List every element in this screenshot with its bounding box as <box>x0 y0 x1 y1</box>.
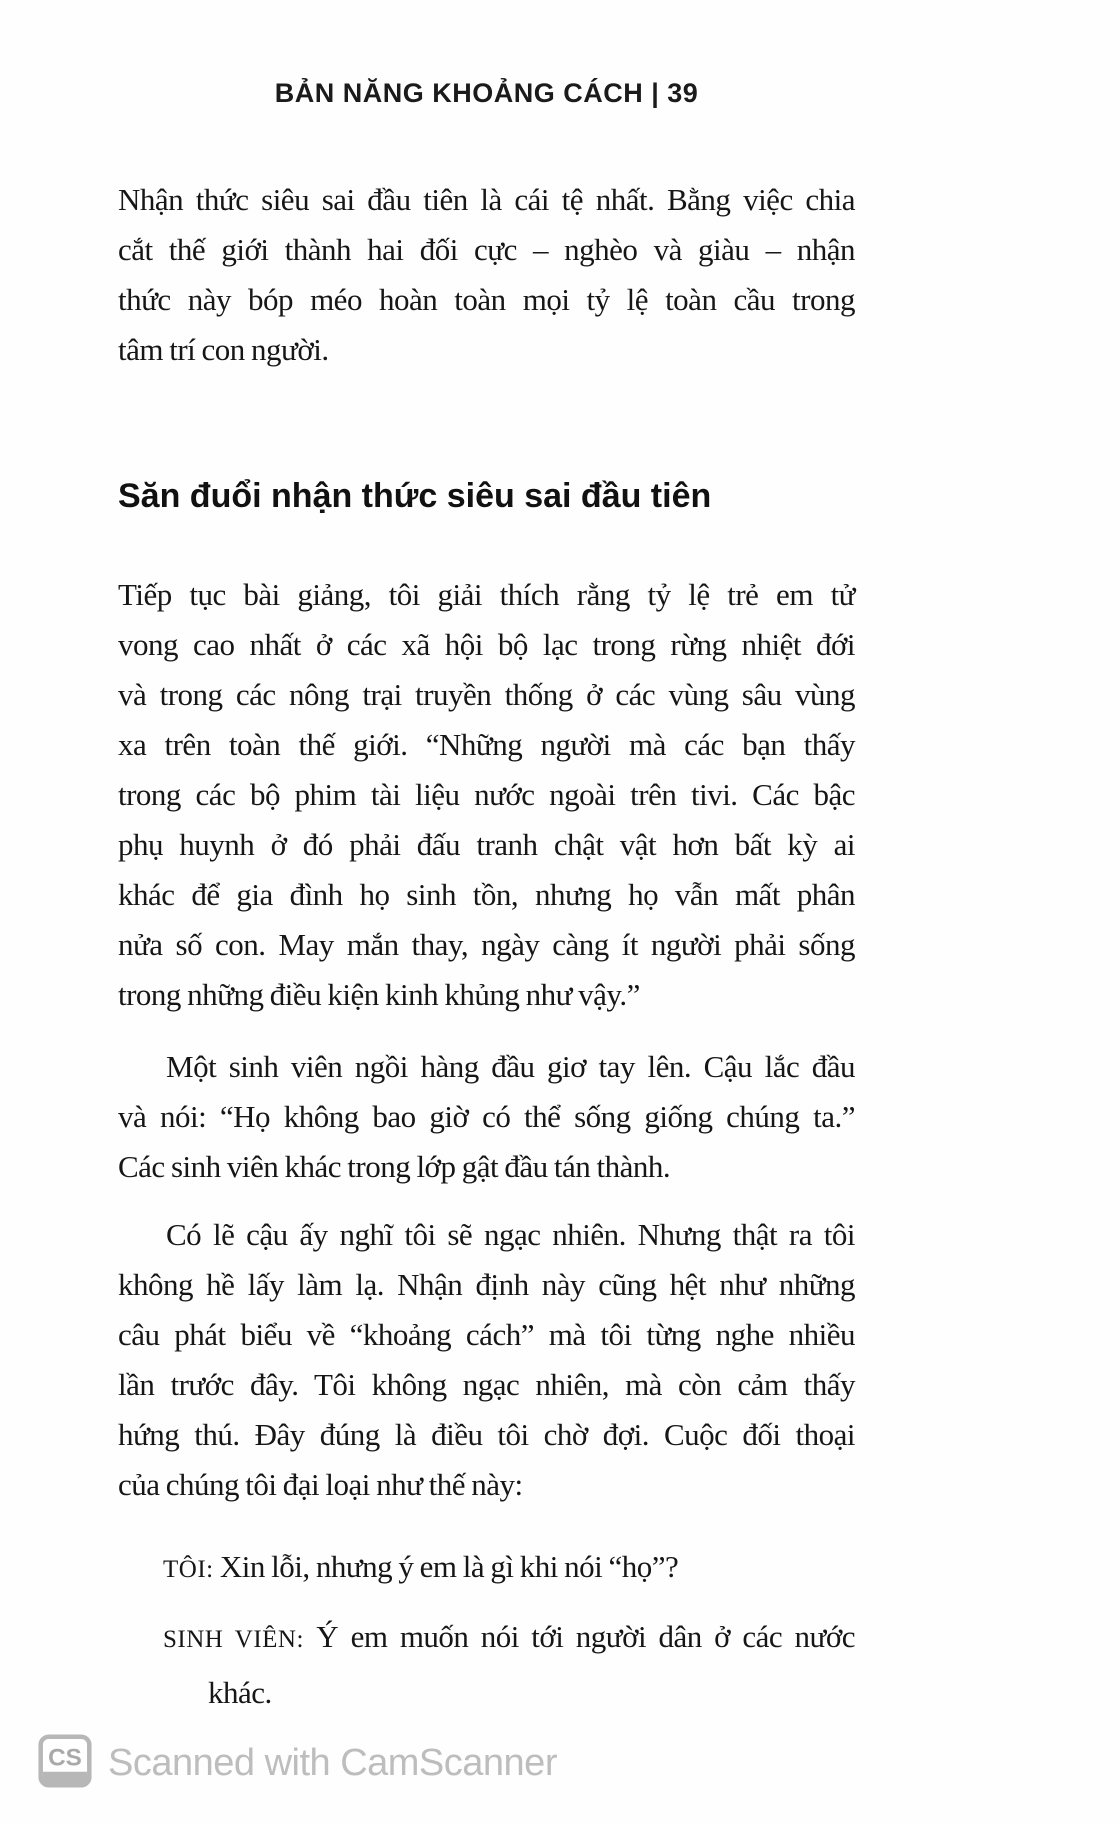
text-line: không hề lấy làm lạ. Nhận định này cũng hệt như những <box>118 1267 855 1302</box>
text-line: khác để gia đình họ sinh tồn, nhưng họ vẫn mất phân <box>118 877 855 912</box>
dialog-paragraph <box>163 1610 855 1719</box>
text-line: trong các bộ phim tài liệu nước ngoài trên tivi. Các bậc <box>118 777 855 812</box>
text-line: Một sinh viên ngồi hàng đầu giơ tay lên. Cậu lắc đầu <box>166 1049 855 1084</box>
dialog-line: TÔI: Xin lỗi, nhưng ý em là gì khi nói “họ”? <box>163 1549 679 1584</box>
text-line: và nói: “Họ không bao giờ có thể sống giống chúng ta.” <box>118 1099 855 1134</box>
text-line: Tiếp tục bài giảng, tôi giải thích rằng tỷ lệ trẻ em tử <box>118 577 855 612</box>
text-line: Nhận thức siêu sai đầu tiên là cái tệ nhất. Bằng việc chia <box>118 182 855 217</box>
text-line: phụ huynh ở đó phải đấu tranh chật vật hơn bất kỳ ai <box>118 827 855 862</box>
text-line: và trong các nông trại truyền thống ở các vùng sâu vùng <box>118 677 855 712</box>
body-paragraph <box>118 1042 855 1192</box>
speaker-label: SINH VIÊN: <box>163 1626 304 1653</box>
camscanner-icon <box>38 1734 92 1793</box>
text-line: hứng thú. Đây đúng là điều tôi chờ đợi. Cuộc đối thoại <box>118 1417 855 1452</box>
dialog-paragraph <box>163 1540 855 1596</box>
body-paragraph <box>118 570 855 1020</box>
text-line: Các sinh viên khác trong lớp gật đầu tán thành. <box>118 1149 671 1184</box>
text-line: vong cao nhất ở các xã hội bộ lạc trong rừng nhiệt đới <box>118 627 855 662</box>
dialog-line: khác. <box>208 1675 272 1710</box>
text-line: lần trước đây. Tôi không ngạc nhiên, mà còn cảm thấy <box>118 1367 855 1402</box>
text-line: thức này bóp méo hoàn toàn mọi tỷ lệ toàn cầu trong <box>118 282 855 317</box>
text-line: trong những điều kiện kinh khủng như vậy.” <box>118 977 640 1012</box>
dialog-line: SINH VIÊN: Ý em muốn nói tới người dân ở các nước <box>163 1619 855 1654</box>
watermark-text: Scanned with CamScanner <box>108 1742 557 1784</box>
text-line: cắt thế giới thành hai đối cực – nghèo và giàu – nhận <box>118 232 855 267</box>
text-line: xa trên toàn thế giới. “Những người mà các bạn thấy <box>118 727 855 762</box>
section-heading: Săn đuổi nhận thức siêu sai đầu tiên <box>118 477 712 515</box>
text-line: nửa số con. May mắn thay, ngày càng ít người phải sống <box>118 927 855 962</box>
text-line: Có lẽ cậu ấy nghĩ tôi sẽ ngạc nhiên. Nhưng thật ra tôi <box>166 1217 855 1252</box>
page-body <box>118 175 855 1719</box>
speaker-label: TÔI: <box>163 1556 214 1583</box>
text-line: câu phát biểu về “khoảng cách” mà tôi từng nghe nhiều <box>118 1317 855 1352</box>
text-line: của chúng tôi đại loại như thế này: <box>118 1467 523 1502</box>
camscanner-watermark <box>38 1734 557 1793</box>
body-paragraph <box>118 1210 855 1510</box>
running-header: BẢN NĂNG KHOẢNG CÁCH | 39 <box>274 78 699 108</box>
svg-text:CS: CS <box>48 1744 82 1772</box>
body-paragraph <box>118 175 855 375</box>
text-line: tâm trí con người. <box>118 332 329 367</box>
